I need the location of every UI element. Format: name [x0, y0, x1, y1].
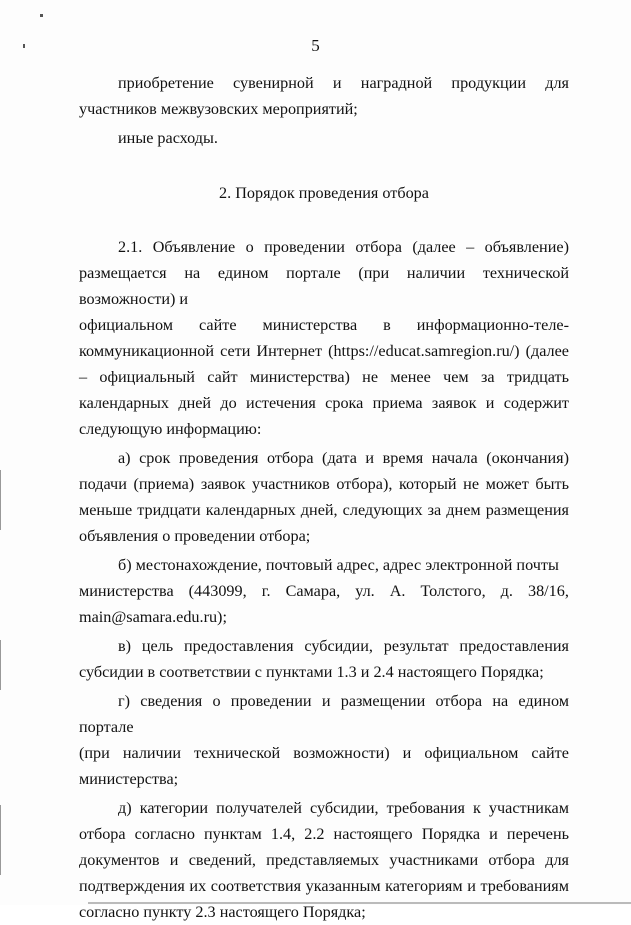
body-text	[79, 70, 569, 925]
word: (при	[79, 744, 110, 762]
word: Толстого,	[420, 582, 486, 600]
section-heading: 2. Порядок проведения отбора	[219, 184, 429, 202]
scan-edge	[0, 640, 1, 690]
item-v: в) цель предоставления субсидии, результат предоставления субсидии в соответствии с пунктами 1.3 и 2.4 настоящего Порядка;	[79, 637, 569, 681]
item-d: д) категории получателей субсидии, требования к участникам отбора согласно пунктам 1.4, 2.2 настоящего Порядка и перечень документов и сведений, представляемых участниками отбора для подтверждения их соответствия указанным категориям и требованиям согласно пункту 2.3 настоящего Порядка;	[79, 799, 569, 921]
word: сайте	[531, 744, 569, 762]
section-2-1-line-1	[79, 234, 569, 260]
item-b-line-1: б) местонахождение, почтовый адрес, адрес электронной почты	[118, 556, 559, 574]
word: и	[402, 744, 412, 762]
word: Объявление	[152, 238, 236, 256]
item-b-line-2	[79, 578, 569, 604]
word: министерства	[79, 582, 174, 600]
item-g-line-2	[79, 740, 569, 766]
item-g-line-1: г) сведения о проведении и размещении отбора на едином портале	[79, 692, 569, 736]
scan-mark	[40, 14, 43, 17]
word: официальном	[79, 316, 174, 334]
page-number: 5	[311, 36, 320, 55]
word: в	[383, 316, 391, 334]
item-a: а) срок проведения отбора (дата и время начала (окончания) подачи (приема) заявок участников отбора), который не может быть меньше тридцати календарных дней, следующих за днем размещения объявления о проведении отбора;	[79, 449, 569, 545]
scan-edge	[0, 470, 1, 530]
word: проведении	[264, 238, 345, 256]
word: возможности)	[293, 744, 390, 762]
word: г.	[261, 582, 271, 600]
scan-edge	[0, 805, 1, 875]
item-b-line-3: main@samara.edu.ru);	[79, 608, 227, 626]
word: объявление)	[484, 238, 569, 256]
word: (далее	[412, 238, 456, 256]
word: 2.1.	[118, 238, 143, 256]
word: официальном	[424, 744, 519, 762]
paragraph-other-expenses: иные расходы.	[118, 129, 218, 147]
section-2-1-rest: коммуникационной сети Интернет (https://educat.samregion.ru/) (далее – официальный сайт министерства) не менее чем за тридцать календарных дней до истечения срока приема заявок и содержит следующую информацию:	[79, 342, 569, 438]
word: информационно-теле-	[416, 316, 569, 334]
word: о	[245, 238, 254, 256]
word: –	[466, 238, 475, 256]
word: ул.	[355, 582, 375, 600]
word: 38/16,	[527, 582, 569, 600]
word: А.	[389, 582, 406, 600]
word: технической	[194, 744, 281, 762]
section-2-1-line-2: размещается на едином портале (при наличии технической возможности) и	[79, 264, 569, 308]
word: Самара,	[285, 582, 341, 600]
word: сайте	[199, 316, 237, 334]
word: д.	[500, 582, 513, 600]
word: (443099,	[188, 582, 247, 600]
item-g-line-3: министерства;	[79, 770, 179, 788]
word: министерства	[262, 316, 358, 334]
paragraph-souvenirs: приобретение сувенирной и наградной продукции для участников межвузовских мероприятий;	[79, 74, 569, 118]
section-2-1-line-3	[79, 312, 569, 338]
word: отбора	[355, 238, 402, 256]
word: наличии	[122, 744, 182, 762]
